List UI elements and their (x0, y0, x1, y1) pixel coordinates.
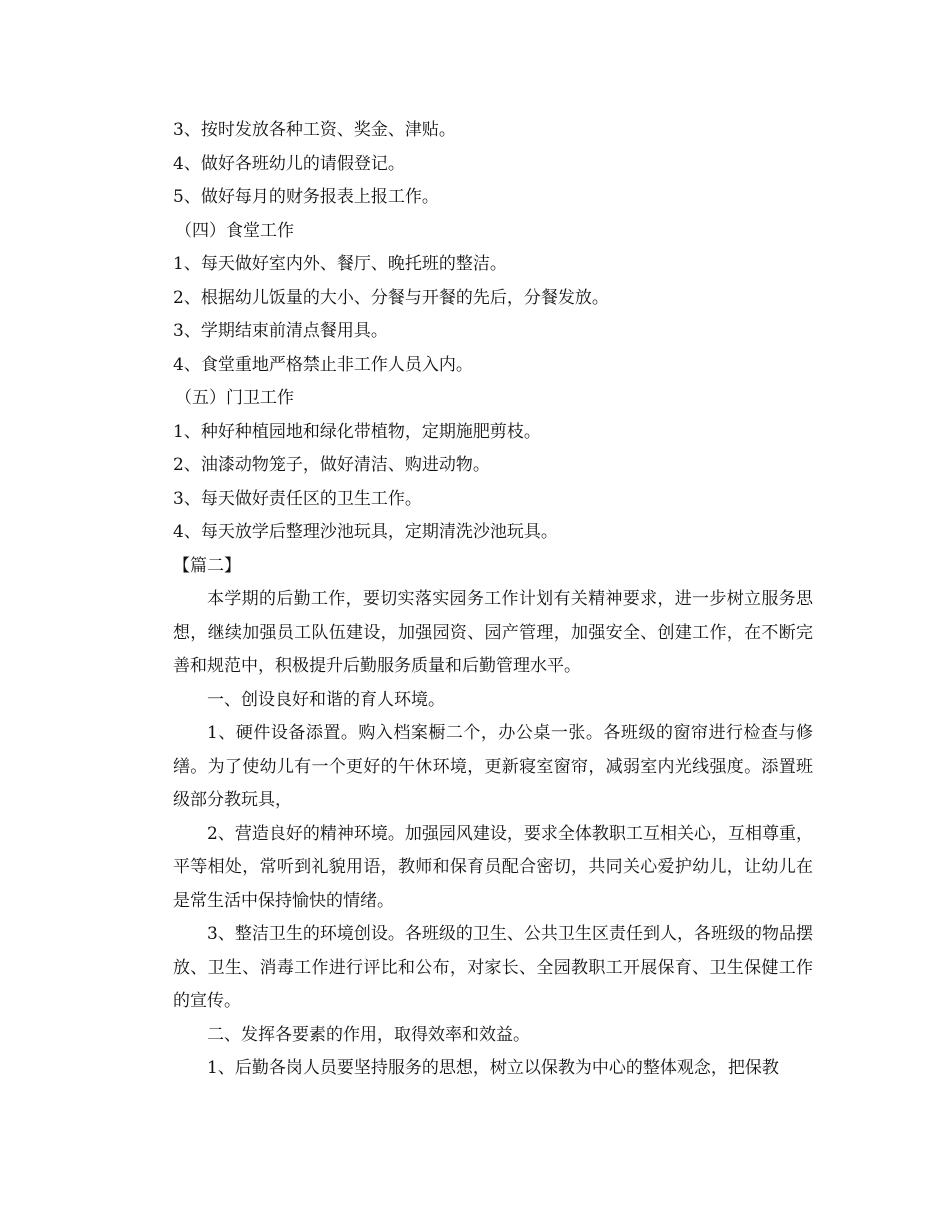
list-item: 1、种好种植园地和绿化带植物，定期施肥剪枝。 (173, 421, 541, 442)
list-item: 4、每天放学后整理沙池玩具，定期清洗沙池玩具。 (173, 522, 558, 542)
document-body (173, 114, 813, 1086)
paragraph-service: 1、后勤各岗人员要坚持服务的思想，树立以保教为中心的整体观念，把保教 (207, 1058, 779, 1078)
part-two-title: 【篇二】 (173, 555, 241, 576)
list-item: 4、食堂重地严格禁止非工作人员入内。 (173, 354, 473, 375)
paragraph-hygiene-environment: 3、整洁卫生的环境创设。各班级的卫生、公共卫生区责任到人，各班级的物品摆放、卫生、消毒工作进行评比和公布，对家长、全园教职工开展保育、卫生保健工作的宣传。 (173, 924, 813, 1011)
list-item: 5、做好每月的财务报表上报工作。 (173, 187, 439, 207)
list-item: 2、油漆动物笼子，做好清洁、购进动物。 (173, 455, 490, 475)
intro-paragraph: 本学期的后勤工作，要切实落实园务工作计划有关精神要求，进一步树立服务思想，继续加强员工队伍建设，加强园资、园产管理，加强安全、创建工作，在不断完善和规范中，积极提升后勤服务质量和后勤管理水平。 (173, 589, 813, 676)
paragraph-spirit-environment: 2、营造良好的精神环境。加强园风建设，要求全体教职工互相关心，互相尊重，平等相处，常听到礼貌用语，教师和保育员配合密切，共同关心爱护幼儿，让幼儿在是常生活中保持愉快的情绪。 (173, 823, 813, 911)
heading-one: 一、创设良好和谐的育人环境。 (207, 689, 445, 710)
list-item: 1、每天做好室内外、餐厅、晚托班的整洁。 (173, 254, 507, 274)
section-heading-canteen: （四）食堂工作 (175, 220, 294, 241)
section-heading-guard: （五）门卫工作 (175, 388, 294, 408)
list-item: 4、做好各班幼儿的请假登记。 (173, 153, 405, 174)
paragraph-hardware: 1、硬件设备添置。购入档案橱二个，办公桌一张。各班级的窗帘进行检查与修缮。为了使幼儿有一个更好的午休环境，更新寝室窗帘，减弱室内光线强度。添置班级部分教玩具， (173, 723, 813, 810)
list-item: 2、根据幼儿饭量的大小、分餐与开餐的先后，分餐发放。 (173, 287, 609, 308)
list-item: 3、每天做好责任区的卫生工作。 (173, 488, 422, 509)
list-item: 3、学期结束前清点餐用具。 (173, 321, 388, 341)
heading-two: 二、发挥各要素的作用，取得效率和效益。 (207, 1024, 530, 1045)
list-item: 3、按时发放各种工资、奖金、津贴。 (173, 120, 456, 140)
